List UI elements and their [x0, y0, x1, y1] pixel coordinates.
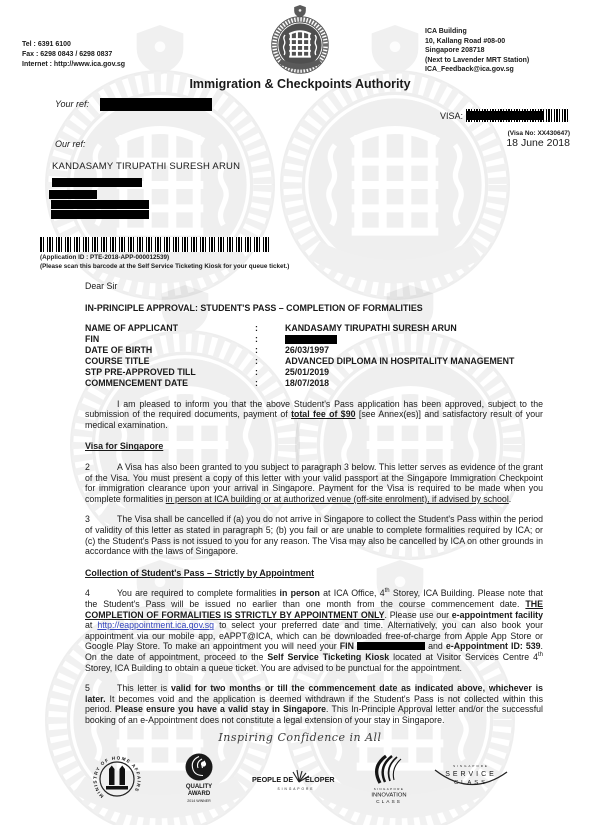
detail-value: KANDASAMY TIRUPATHI SURESH ARUN — [285, 323, 457, 334]
sc-text-top: SINGAPORE — [453, 764, 489, 768]
redacted-fin — [285, 335, 337, 344]
paragraph-2 — [85, 462, 543, 504]
tagline: Inspiring Confidence in All — [218, 731, 382, 744]
mha-logo — [92, 755, 142, 807]
detail-row — [85, 345, 543, 356]
redacted-visa-number — [466, 111, 544, 120]
paragraph-1: I am pleased to inform you that the above Student's Pass application has been approved, subject to the submission of the required documents, payment of total fee of $90 [see Annex(es)] and satisfactory result of your medical examination. — [85, 398, 543, 430]
ic-text-mid: INNOVATION — [371, 792, 407, 799]
queue-barcode — [40, 237, 272, 252]
contact-block — [22, 40, 125, 70]
address-line: (Next to Lavender MRT Station) — [425, 56, 530, 64]
ic-text-bottom: CLASS — [376, 800, 402, 805]
detail-colon: : — [255, 355, 258, 366]
visa-label: VISA: — [439, 110, 463, 121]
fax-line: Fax : 6298 0843 / 6298 0837 — [22, 51, 113, 58]
redacted-your-ref — [100, 98, 212, 111]
internet-line: Internet : http://www.ica.gov.sg — [22, 61, 126, 68]
pd-text-left: PEOPLE DE — [252, 775, 294, 784]
letter-date: 18 June 2018 — [506, 137, 570, 149]
sqa-text-3: 2014 WINNER — [187, 799, 211, 803]
paragraph-number: 2 — [85, 462, 90, 472]
ica-crest-logo — [270, 5, 330, 80]
innovation-class-logo — [356, 754, 422, 806]
sc-text-bottom: CLASS — [453, 780, 489, 786]
subject-line: IN-PRINCIPLE APPROVAL: STUDENT'S PASS – COMPLETION OF FORMALITIES — [85, 302, 423, 313]
heading-visa-for-singapore: Visa for Singapore — [85, 441, 164, 452]
detail-label: COMMENCEMENT DATE — [85, 377, 188, 388]
detail-colon: : — [255, 345, 258, 355]
paragraph-text: A Visa has also been granted to you subject to paragraph 3 below. This letter serves as evidence of the grant of the Visa. You must present a copy of this letter with your valid passport at the Singapore Immigration Checkpoint for immigration clearance upon your arrival in Singapore. Payment for the Visa is required to be made when you complete formalities in person at ICA building or at authorized venue (off-site enrolment), if advised by school. — [85, 462, 543, 504]
redacted-address-line — [51, 200, 149, 209]
detail-row — [85, 378, 543, 389]
detail-value: ADVANCED DIPLOMA IN HOSPITALITY MANAGEMENT — [285, 355, 515, 366]
pd-text-right: ELOPER — [305, 775, 335, 784]
address-line: ICA_Feedback@ica.gov.sg — [425, 66, 514, 73]
paragraph-text: You are required to complete formalities in person at ICA Office, 4th Storey, ICA Building. Please note that the Student's Pass will be issued no earlier than one month from the course commencement date. THE COMPLETION OF FORMALITIES IS STRICTLY BY APPOINTMENT ONLY. Please use our e-appointment facility at http://eappointment.ica.gov.sg to select your preferred date and time. Alternatively, you can also book your appointment via our mobile app, eAPPT@ICA, which can be downloaded free-of-charge from Apple App Store or Google Play Store. To make an appointment you will need your FIN and e-Appointment ID: 539. On the date of appointment, proceed to the Self Service Ticketing Kiosk located at Visitor Services Centre 4th Storey, ICA Building to obtain a queue ticket. You are advised to be punctual for the appointment. — [85, 588, 544, 673]
address-block — [425, 27, 529, 75]
tel-line: Tel : 6391 6100 — [22, 41, 71, 48]
application-id: (Application ID : PTE-2018-APP-000012539) — [40, 254, 170, 261]
service-class-logo — [432, 760, 510, 802]
sqa-text-2: AWARD — [187, 791, 211, 797]
detail-colon: : — [255, 377, 258, 388]
paragraph-text: The Visa shall be cancelled if (a) you do not arrive in Singapore to collect the Student's Pass within the period of validity of this letter as stated in paragraph 5; (b) you fail or are unable to complete formalities required by ICA; or (c) the Student's Pass is not issued to you for any reason. The Visa may also be cancelled by ICA on other grounds in accordance with the laws of Singapore. — [85, 514, 543, 557]
detail-colon: : — [255, 334, 258, 345]
address-line: ICA Building — [425, 28, 467, 35]
our-ref-label: Our ref: — [55, 139, 86, 149]
barcode-scan-note: (Please scan this barcode at the Self Service Ticketing Kiosk for your queue ticket.) — [40, 263, 290, 270]
detail-value — [285, 334, 543, 345]
detail-label: COURSE TITLE — [85, 355, 150, 366]
pd-text-sub: SINGAPORE — [277, 787, 315, 791]
detail-label: STP PRE-APPROVED TILL — [85, 366, 196, 377]
detail-row — [85, 323, 543, 334]
visa-barcode — [466, 109, 570, 122]
paragraph-number: 5 — [85, 683, 90, 694]
people-developer-logo — [250, 768, 342, 794]
visa-row — [440, 109, 570, 122]
quality-award-logo — [176, 752, 222, 808]
sqa-text-1: QUALITY — [185, 784, 213, 790]
paragraph-number: 4 — [85, 588, 90, 599]
detail-label: FIN — [85, 334, 100, 345]
detail-colon: : — [255, 323, 258, 334]
paragraph-4 — [85, 588, 543, 673]
address-line: Singapore 208718 — [425, 47, 485, 54]
visa-no-text: (Visa No: XX430647) — [507, 130, 570, 137]
authority-title: Immigration & Checkpoints Authority — [189, 77, 411, 91]
eappointment-link[interactable]: http://eappointment.ica.gov.sg — [97, 620, 215, 631]
sc-text-mid: SERVICE — [445, 771, 497, 778]
detail-value: 25/01/2019 — [285, 366, 330, 377]
address-line: 10, Kallang Road #08-00 — [425, 37, 506, 45]
detail-row — [85, 334, 543, 345]
paragraph-number: 3 — [85, 514, 90, 525]
detail-value: 18/07/2018 — [285, 377, 330, 388]
redacted-address-line — [49, 190, 97, 199]
heading-collection: Collection of Student's Pass – Strictly by Appointment — [85, 567, 315, 578]
letter-body — [85, 281, 543, 725]
detail-row — [85, 356, 543, 367]
detail-row — [85, 367, 543, 378]
paragraph-5 — [85, 683, 543, 725]
detail-label: DATE OF BIRTH — [85, 345, 153, 355]
redacted-address-line — [51, 210, 149, 219]
paragraph-text: This letter is valid for two months or till the commencement date as indicated above, whichever is later. It becomes void and the application is deemed withdrawn if the Student's Pass is not collected within this period. Please ensure you have a valid stay in Singapore. This In-Principle Approval letter and/or the successful booking of an e-Appointment does not constitute a legal extension of your stay in Singapore. — [85, 683, 543, 725]
paragraph-3 — [85, 514, 543, 556]
footer-logos — [0, 752, 600, 816]
detail-colon: : — [255, 366, 258, 377]
detail-value: 26/03/1997 — [285, 345, 330, 355]
detail-label: NAME OF APPLICANT — [85, 323, 179, 334]
your-ref-label: Your ref: — [55, 99, 90, 109]
redacted-address-line — [52, 178, 142, 187]
mha-arc-text: MINISTRY OF HOME AFFAIRS — [92, 755, 142, 799]
recipient-name: KANDASAMY TIRUPATHI SURESH ARUN — [52, 161, 241, 172]
redacted-fin-inline — [357, 642, 425, 650]
salutation: Dear Sir — [85, 281, 118, 291]
ic-text-top: SINGAPORE — [373, 787, 405, 791]
applicant-details-table — [85, 323, 543, 388]
